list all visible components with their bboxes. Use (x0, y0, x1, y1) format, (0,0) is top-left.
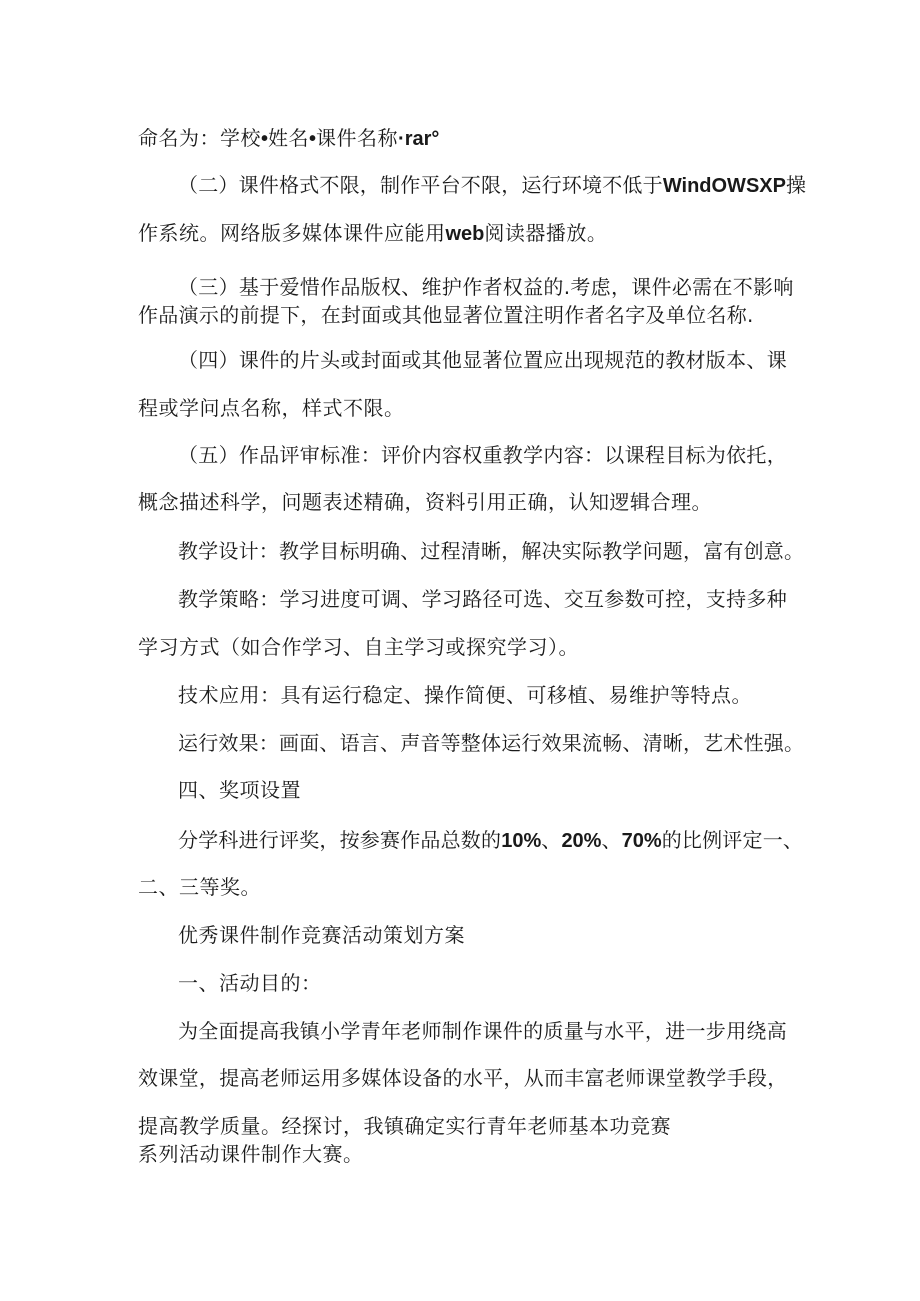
text-line-purpose: 为全面提高我镇小学青年老师制作课件的质量与水平，进一步用绕高 (178, 1019, 787, 1043)
text-line-effect: 运行效果：画面、语言、声音等整体运行效果流畅、清晰，艺术性强。 (178, 731, 805, 755)
text-line-item-2 (178, 173, 806, 198)
text-line-item-3: （三）基于爱惜作品版权、维护作者权益的.考虑，课件必需在不影响 (178, 275, 794, 299)
text-line-item-4-cont: 程或学问点名称，样式不限。 (138, 396, 405, 420)
text-line-awards (178, 828, 803, 853)
text-line-technology: 技术应用：具有运行稳定、操作简便、可移植、易维护等特点。 (178, 683, 752, 707)
text-run: 操 (785, 173, 807, 197)
text-line-strategy: 教学策略：学习进度可调、学习路径可选、交互参数可控，支持多种 (178, 587, 787, 611)
section-heading-awards: 四、奖项设置 (178, 778, 301, 802)
text-line-purpose-cont: 效课堂，提高老师运用多媒体设备的水平，从而丰富老师课堂教学手段， (138, 1066, 788, 1090)
web-term: web (445, 223, 485, 245)
file-extension: ·rar° (398, 128, 440, 150)
text-line-purpose-cont: 系列活动课件制作大赛。 (138, 1142, 364, 1166)
text-run: 、 (601, 828, 622, 852)
text-line-item-5: （五）作品评审标准：评价内容权重教学内容：以课程目标为依托， (178, 443, 787, 467)
text-run: 的比例评定一、 (661, 828, 804, 852)
text-line-item-5-cont: 概念描述科学，问题表述精确，资料引用正确，认知逻辑合理。 (138, 490, 712, 514)
bullet-dot: • (261, 128, 269, 150)
text-line-purpose-cont: 提高教学质量。经探讨，我镇确定实行青年老师基本功竞赛 (138, 1114, 671, 1138)
text-line-item-4: （四）课件的片头或封面或其他显著位置应出现规范的教材版本、课 (178, 348, 787, 372)
text-line-strategy-cont: 学习方式（如合作学习、自主学习或探究学习）。 (138, 635, 579, 659)
text-run: 、 (541, 828, 562, 852)
text-line-awards-cont: 二、三等奖。 (138, 875, 261, 899)
text-run: 命名为：学校 (138, 126, 261, 150)
text-run: 分学科进行评奖，按参赛作品总数的 (178, 828, 502, 852)
text-run: （二）课件格式不限，制作平台不限，运行环境不低于 (178, 173, 663, 197)
text-line-design: 教学设计：教学目标明确、过程清晰，解决实际教学问题，富有创意。 (178, 539, 805, 563)
text-run: 课件名称 (316, 126, 399, 150)
percent-value: 70% (621, 830, 662, 852)
percent-value: 20% (561, 830, 602, 852)
text-run: 姓名 (268, 126, 310, 150)
text-run: 作系统。网络版多媒体课件应能用 (138, 221, 446, 245)
bullet-dot: • (309, 128, 317, 150)
os-name: WindOWSXP (662, 175, 786, 197)
text-line-item-3-cont: 作品演示的前提下，在封面或其他显著位置注明作者名字及单位名称. (138, 303, 754, 327)
text-line-item-2-cont (138, 221, 607, 246)
document-title: 优秀课件制作竞赛活动策划方案 (178, 923, 465, 947)
percent-value: 10% (501, 830, 542, 852)
section-heading-purpose: 一、活动目的： (178, 971, 322, 995)
text-run: 阅读器播放。 (484, 221, 608, 245)
text-line-naming (138, 126, 439, 151)
